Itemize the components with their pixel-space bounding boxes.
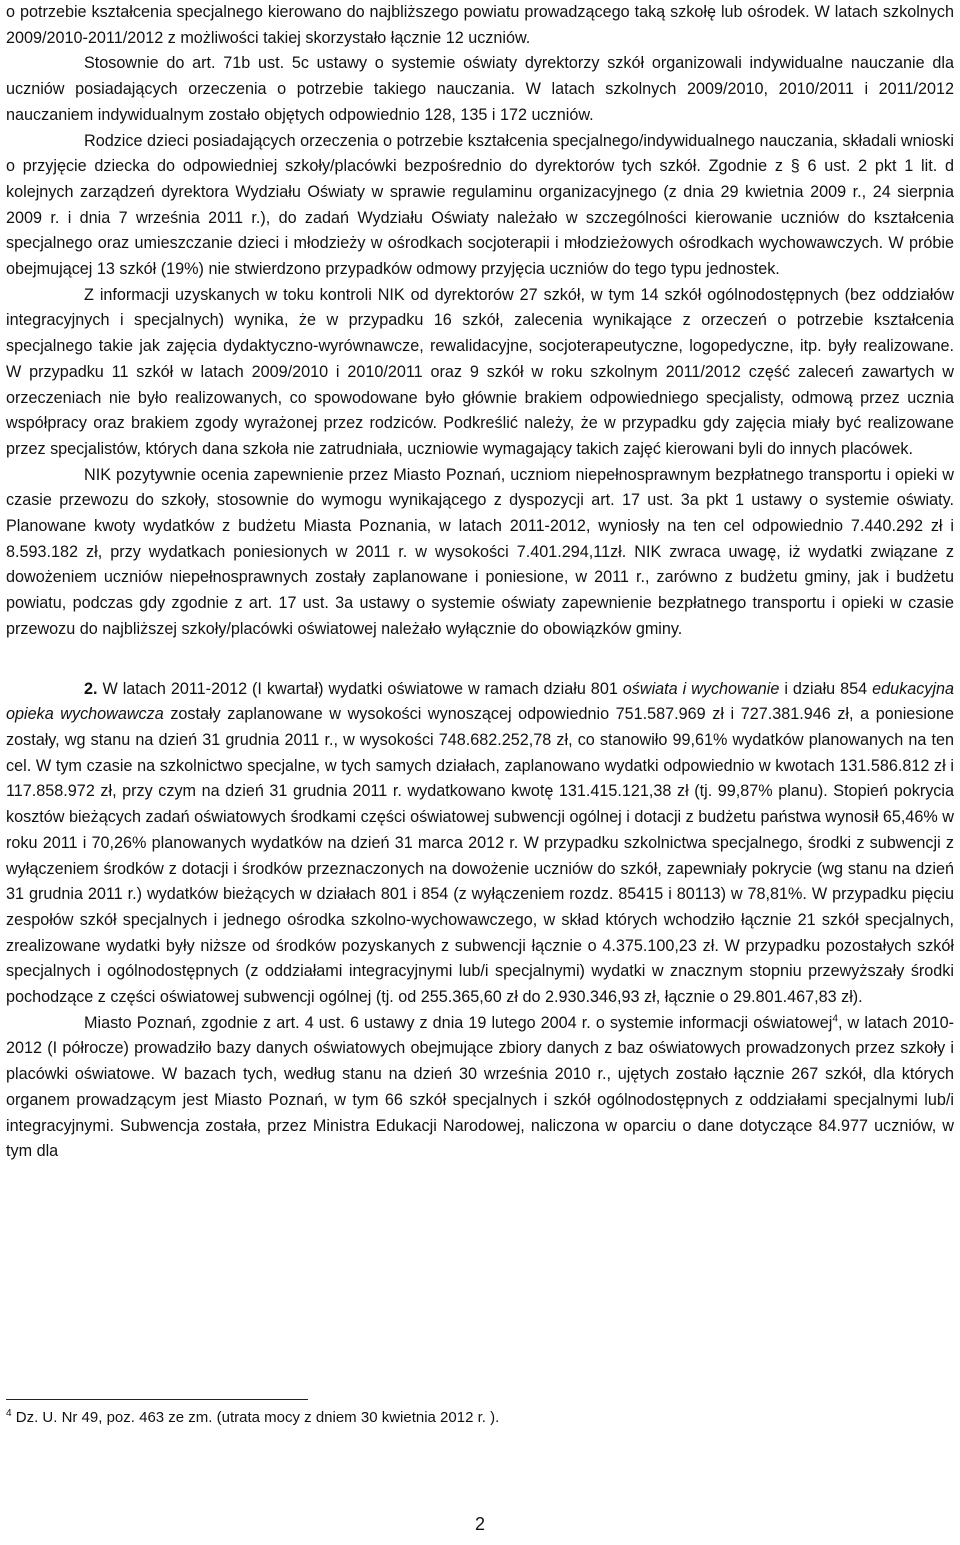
footnote	[6, 1408, 946, 1428]
section-2-p2-text-a: Miasto Poznań, zgodnie z art. 4 ust. 6 ustawy z dnia 19 lutego 2004 r. o systemie informacji oświatowej	[84, 1013, 833, 1032]
section-2-text-c: zostały zaplanowane w wysokości wynoszącej odpowiednio 751.587.969 zł i 727.381.946 zł, a poniesione zostały, wg stanu na dzień 31 grudnia 2011 r., w wysokości 748.682.252,78 zł, co stanowiło 99,61% wydatków planowanych na ten cel. W tym czasie na szkolnictwo specjalne, w tych samych działach, zaplanowano wydatki odpowiednio w kwotach 131.586.812 zł i 117.858.972 zł, przy czym na dzień 31 grudnia 2011 r. wydatkowano kwotę 131.415.121,38 zł (tj. 99,87% planu). Stopień pokrycia kosztów bieżących zadań oświatowych środkami części oświatowej subwencji ogólnej i dotacji z budżetu państwa wynosił 65,46% w roku 2011 i 70,26% planowanych wydatków na dzień 31 marca 2012 r. W przypadku szkolnictwa specjalnego, środki z subwencji z wyłączeniem środków z dotacji i środków przeznaczonych na dowożenie uczniów do szkół, zapewniały pokrycie (wg stanu na dzień 31 grudnia 2011 r.) wydatków bieżących w działach 801 i 854 (z wyłączeniem rozdz. 85415 i 80113) w 78,81%. W przypadku pięciu zespołów szkół specjalnych i jednego ośrodka szkolno-wychowawczego, w skład których wchodziło łącznie 21 szkół specjalnych, zrealizowane wydatki były niższe od środków pozyskanych z subwencji łącznie o 4.375.100,23 zł. W przypadku pozostałych szkół specjalnych i ogólnodostępnych (z oddziałami integracyjnymi lub/i specjalnymi) wydatki w znacznym stopniu przewyższały środki pochodzące z części oświatowej subwencji ogólnej (tj. od 255.365,60 zł do 2.930.346,93 zł, łącznie o 29.801.467,83 zł).	[6, 705, 954, 1007]
section-2-italic-2: edukacyjna opieka wychowawcza	[6, 679, 954, 724]
paragraph-3: Rodzice dzieci posiadających orzeczenia o potrzebie kształcenia specjalnego/indywidualnego nauczania, składali wnioski o przyjęcie dziecka do odpowiedniej szkoły/placówki bezpośrednio do dyrektorów tych szkół. Zgodnie z § 6 ust. 2 pkt 1 lit. d kolejnych zarządzeń dyrektora Wydziału Oświaty w sprawie regulaminu organizacyjnego (z dnia 29 kwietnia 2009 r., 24 sierpnia 2009 r. i dnia 7 września 2011 r.), do zadań Wydziału Oświaty należało w szczególności kierowanie uczniów do kształcenia specjalnego oraz umieszczanie dzieci i młodzieży w ośrodkach socjoterapii i młodzieżowych ośrodkach wychowawczych. W próbie obejmującej 13 szkół (19%) nie stwierdzono przypadków odmowy przyjęcia uczniów do tego typu jednostek.	[6, 131, 954, 279]
section-2-p2-text-b: , w latach 2010-2012 (I półrocze) prowadziło bazy danych oświatowych obejmujące zbiory danych z baz oświatowych prowadzonych przez szkoły i placówki oświatowe. W bazach tych, według stanu na dzień 30 września 2010 r., ujętych zostało łącznie 267 szkół, dla których organem prowadzącym jest Miasto Poznań, w tym 66 szkół specjalnych i szkół ogólnodostępnych z oddziałami specjalnymi lub/i integracyjnymi. Subwencja została, przez Ministra Edukacji Narodowej, naliczona w oparciu o dane dotyczące 84.977 uczniów, w tym dla	[6, 1013, 955, 1161]
section-2-paragraph-1	[6, 677, 954, 1011]
paragraph-1: o potrzebie kształcenia specjalnego kierowano do najbliższego powiatu prowadzącego taką szkołę lub ośrodek. W latach szkolnych 2009/2010-2011/2012 z możliwości takiej skorzystało łącznie 12 uczniów.	[6, 3, 954, 47]
section-2-italic-1: oświata i wychowanie	[622, 679, 780, 698]
document-text	[6, 0, 954, 1165]
section-2-text-b: i działu 854	[779, 679, 873, 698]
page-body	[6, 0, 954, 1165]
footnote-reference[interactable]: 4	[832, 1013, 838, 1025]
section-2-text-a: W latach 2011-2012 (I kwartał) wydatki oświatowe w ramach działu 801	[97, 679, 623, 698]
paragraph-2: Stosownie do art. 71b ust. 5c ustawy o systemie oświaty dyrektorzy szkół organizowali indywidualne nauczanie dla uczniów posiadających orzeczenia o potrzebie takiego nauczania. W latach szkolnych 2009/2010, 2010/2011 i 2011/2012 nauczaniem indywidualnym zostało objętych odpowiednio 128, 135 i 172 uczniów.	[6, 54, 954, 124]
section-2-paragraph-2	[6, 1011, 954, 1165]
section-gap	[6, 643, 954, 677]
footnote-separator	[6, 1399, 308, 1400]
section-number: 2.	[84, 679, 98, 698]
paragraph-5: NIK pozytywnie ocenia zapewnienie przez Miasto Poznań, uczniom niepełnosprawnym bezpłatnego transportu i opieki w czasie przewozu do szkoły, stosownie do wymogu wynikającego z dyspozycji art. 17 ust. 3a pkt 1 ustawy o systemie oświaty. Planowane kwoty wydatków z budżetu Miasta Poznania, w latach 2011-2012, wyniosły na ten cel odpowiednio 7.440.292 zł i 8.593.182 zł, przy wydatkach poniesionych w 2011 r. w wysokości 7.401.294,11zł. NIK zwraca uwagę, iż wydatki związane z dowożeniem uczniów niepełnosprawnych zostały zaplanowane i poniesione, w 2011 r., zarówno z budżetu gminy, jak i budżetu powiatu, podczas gdy zgodnie z art. 17 ust. 3a ustawy o systemie oświaty zapewnienie bezpłatnego transportu i opieki w czasie przewozu do najbliższej szkoły/placówki oświatowej należało wyłącznie do obowiązków gminy.	[6, 465, 954, 638]
footnote-mark: 4	[6, 1408, 12, 1419]
footnote-text: Dz. U. Nr 49, poz. 463 ze zm. (utrata mocy z dniem 30 kwietnia 2012 r. ).	[11, 1409, 500, 1426]
paragraph-4: Z informacji uzyskanych w toku kontroli NIK od dyrektorów 27 szkół, w tym 14 szkół ogólnodostępnych (bez oddziałów integracyjnych i specjalnych) wynika, że w przypadku 16 szkół, zalecenia wynikające z orzeczeń o potrzebie kształcenia specjalnego takie jak zajęcia dydaktyczno-wyrównawcze, rewalidacyjne, socjoterapeutyczne, logopedyczne, itp. były realizowane. W przypadku 11 szkół w latach 2009/2010 i 2010/2011 oraz 9 szkół w roku szkolnym 2011/2012 część zaleceń zawartych w orzeczeniach nie było realizowanych, co spowodowane było głównie brakiem odpowiedniego specjalisty, odmową przez ucznia współpracy oraz brakiem zgody wyrażonej przez rodziców. Podkreślić należy, że w przypadku gdy zajęcia miały być realizowane przez specjalistów, których dana szkoła nie zatrudniała, uczniowie wymagający takich zajęć kierowani byli do innych placówek.	[6, 285, 954, 458]
page-number: 2	[474, 1514, 485, 1534]
